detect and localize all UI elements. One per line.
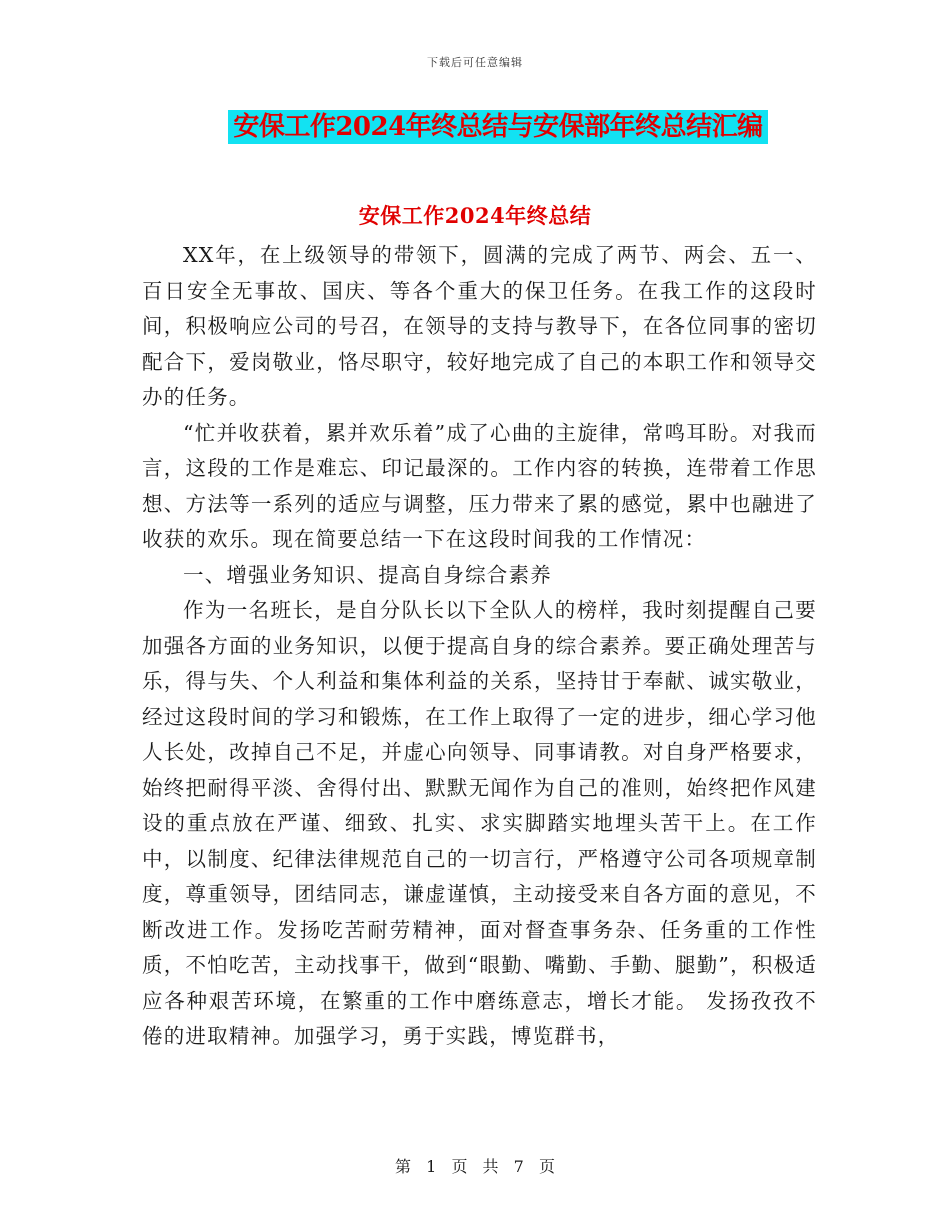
footer-current-page: 1 [426, 1157, 437, 1176]
footer-page-word: 页 [451, 1157, 468, 1176]
header-note: 下载后可任意编辑 [427, 56, 523, 69]
footer-total-pages: 7 [513, 1157, 524, 1176]
section-title: 安保工作2024年终总结 [358, 203, 592, 228]
paragraph-2: “忙并收获着，累并欢乐着”成了心曲的主旋律，常鸣耳盼。对我而言，这段的工作是难忘、印记最深的。工作内容的转换，连带着工作思想、方法等一系列的适应与调整，压力带来了累的感觉，累中也融进了收获的欢乐。现在简要总结一下在这段时间我的工作情况： [142, 420, 817, 551]
main-title: 安保工作2024年终总结与安保部年终总结汇编 [228, 110, 768, 144]
footer-prefix: 第 [395, 1157, 412, 1176]
paragraph-1: XX年，在上级领导的带领下，圆满的完成了两节、两会、五一、百日安全无事故、国庆、等各个重大的保卫任务。在我工作的这段时间，积极响应公司的号召，在领导的支持与教导下，在各位同事的密切配合下，爱岗敬业，恪尽职守，较好地完成了自己的本职工作和领导交办的任务。 [142, 243, 817, 409]
page-footer [0, 1154, 950, 1177]
paragraph-3: 作为一名班长，是自分队长以下全队人的榜样，我时刻提醒自己要加强各方面的业务知识，以便于提高自身的综合素养。要正确处理苦与乐，得与失、个人利益和集体利益的关系，坚持甘于奉献、诚实敬业，经过这段时间的学习和锻炼，在工作上取得了一定的进步，细心学习他人长处，改掉自己不足，并虚心向领导、同事请教。对自身严格要求，始终把耐得平淡、舍得付出、默默无闻作为自己的准则，始终把作风建设的重点放在严谨、细致、扎实、求实脚踏实地埋头苦干上。在工作中，以制度、纪律法律规范自己的一切言行，严格遵守公司各项规章制度，尊重领导，团结同志，谦虚谨慎，主动接受来自各方面的意见，不断改进工作。发扬吃苦耐劳精神，面对督查事务杂、任务重的工作性质，不怕吃苦，主动找事干，做到“眼勤、嘴勤、手勤、腿勤”，积极适应各种艰苦环境，在繁重的工作中磨练意志，增长才能。 发扬孜孜不倦的进取精神。加强学习，勇于实践，博览群书， [142, 598, 817, 1048]
footer-total-word: 共 [482, 1157, 499, 1176]
section-heading-1: 一、增强业务知识、提高自身综合素养 [183, 562, 552, 587]
footer-suffix: 页 [538, 1157, 555, 1176]
body-text [142, 238, 817, 1055]
